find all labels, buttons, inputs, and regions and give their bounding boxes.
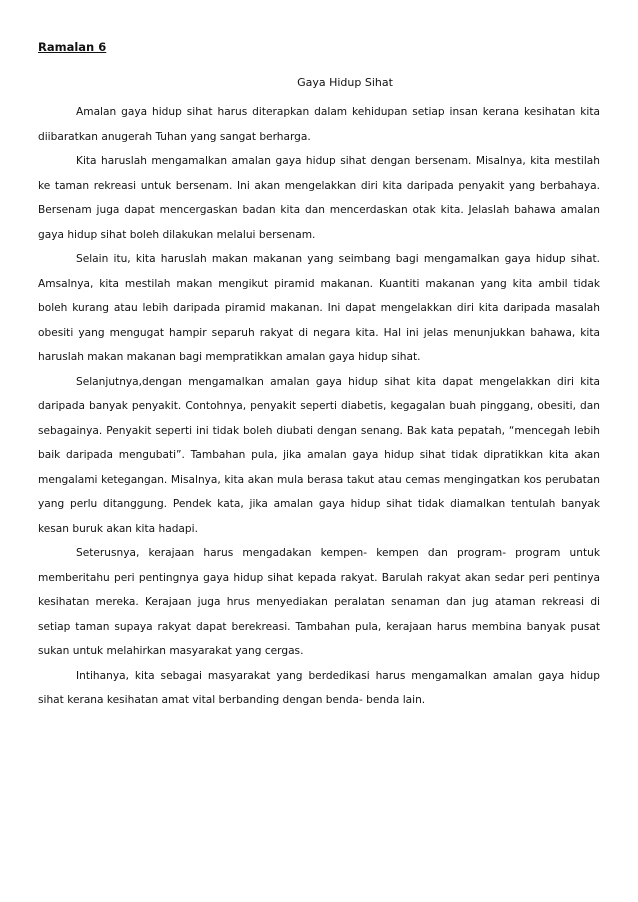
paragraph-conclusion: Intihanya, kita sebagai masyarakat yang berdedikasi harus mengamalkan amalan gaya hidup sihat kerana kesihatan amat vital berbanding dengan benda- benda lain. bbox=[38, 669, 600, 706]
paragraph-exercise: Kita haruslah mengamalkan amalan gaya hidup sihat dengan bersenam. Misalnya, kita mestilah ke taman rekreasi untuk bersenam. Ini akan mengelakkan diri kita daripada penyakit yang berbahaya. Bersenam juga dapat mencergaskan badan kita dan mencerdaskan otak kita. Jelaslah bahawa amalan gaya hidup sihat boleh dilakukan melalui bersenam. bbox=[38, 155, 600, 241]
document-heading: Ramalan 6 bbox=[38, 40, 107, 54]
essay-title: Gaya Hidup Sihat bbox=[297, 76, 393, 89]
paragraph-disease-prevention: Selanjutnya,dengan mengamalkan amalan gaya hidup sihat kita dapat mengelakkan diri kita daripada banyak penyakit. Contohnya, penyakit seperti diabetis, kegagalan buah pinggang, obesiti, dan sebagainya. Penyakit seperti ini tidak boleh diubati dengan senang. Bak kata pepatah, “mencegah lebih baik daripada mengubati”. Tambahan pula, jika amalan gaya hidup sihat tidak dipratikkan kita akan mengalami ketegangan. Misalnya, kita akan mula berasa takut atau cemas mengingatkan kos perubatan yang perlu ditanggung. Pendek kata, jika amalan gaya hidup sihat tidak diamalkan tentulah banyak kesan buruk akan kita hadapi. bbox=[38, 375, 600, 535]
paragraph-introduction: Amalan gaya hidup sihat harus diterapkan dalam kehidupan setiap insan kerana kesihatan kita diibaratkan anugerah Tuhan yang sangat berharga. bbox=[38, 106, 600, 143]
document-page bbox=[38, 40, 600, 713]
paragraph-balanced-diet: Selain itu, kita haruslah makan makanan yang seimbang bagi mengamalkan gaya hidup sihat. Amsalnya, kita mestilah makan mengikut piramid makanan. Kuantiti makanan yang kita ambil tidak boleh kurang atau lebih daripada piramid makanan. Ini dapat mengelakkan diri kita daripada masalah obesiti yang mengugat hampir separuh rakyat di negara kita. Hal ini jelas menunjukkan bahawa, kita haruslah makan makanan bagi mempratikkan amalan gaya hidup sihat. bbox=[38, 253, 600, 363]
paragraph-government-role: Seterusnya, kerajaan harus mengadakan kempen- kempen dan program- program untuk memberitahu peri pentingnya gaya hidup sihat kepada rakyat. Barulah rakyat akan sedar peri pentinya kesihatan mereka. Kerajaan juga hrus menyediakan peralatan senaman dan jug ataman rekreasi di setiap taman supaya rakyat dapat berekreasi. Tambahan pula, kerajaan harus membina banyak pusat sukan untuk melahirkan masyarakat yang cergas. bbox=[38, 547, 600, 657]
